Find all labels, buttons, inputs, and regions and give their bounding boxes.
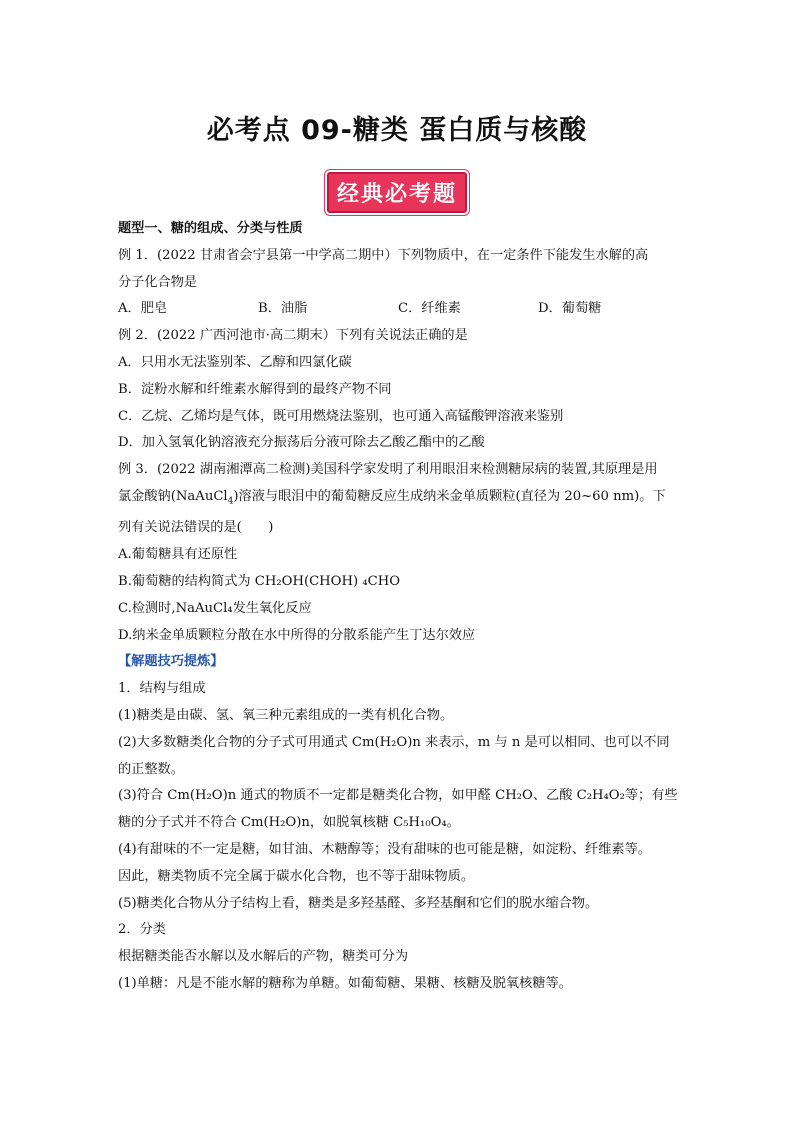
question-2-option-d: D．加入氢氧化钠溶液充分振荡后分液可除去乙酸乙酯中的乙酸 [118,435,485,451]
question-1-options [118,296,684,323]
paragraph: (3)符合 Cm(H₂O)n 通式的物质不一定都是糖类化合物，如甲醛 CH₂O、乙酸 C₂H₄O₂等；有些 [118,788,678,804]
paragraph: 的正整数。 [118,761,184,777]
paragraph: (5)糖类化合物从分子结构上看，糖类是多羟基醛、多羟基酮和它们的脱水缩合物。 [118,895,599,911]
question-2-option-b: B．淀粉水解和纤维素水解得到的最终产物不同 [118,381,392,397]
question-2-option-a: A．只用水无法鉴别苯、乙醇和四氯化碳 [118,354,352,370]
question-3-option-d: D.纳米金单质颗粒分散在水中所得的分散系能产生丁达尔效应 [118,627,476,643]
question-3-option-c: C.检测时,NaAuCl₄发生氧化反应 [118,600,312,616]
page-title: 必考点 09-糖类 蛋白质与核酸 [206,115,588,146]
option-c: C．纤维素 [398,301,461,317]
subsection-heading: 2．分类 [118,922,166,938]
banner-wrap [0,172,794,213]
option-a: A．肥皂 [118,301,168,317]
question-3-option-b: B.葡萄糖的结构简式为 CH₂OH(CHOH) ₄CHO [118,574,401,589]
paragraph: 糖的分子式并不符合 Cm(H₂O)n，如脱氧核糖 C₅H₁₀O₄。 [118,815,460,831]
paragraph: (4)有甜味的不一定是糖，如甘油、木糖醇等；没有甜味的也可能是糖，如淀粉、纤维素等。 [118,841,651,857]
question-2-option-c: C．乙烷、乙烯均是气体，既可用燃烧法鉴别，也可通入高锰酸钾溶液来鉴别 [118,408,564,424]
question-2-stem: 例 2．(2022 广西河池市·高二期末）下列有关说法正确的是 [118,328,468,344]
section-heading: 题型一、糖的组成、分类与性质 [118,221,303,236]
option-d: D．葡萄糖 [538,301,602,317]
question-3-stem-line1: 例 3．(2022 湖南湘潭高二检测)美国科学家发明了利用眼泪来检测糖尿病的装置,其原理是用 [118,462,658,478]
question-1-stem-line1: 例 1．(2022 甘肃省会宁县第一中学高二期中）下列物质中，在一定条件下能发生水解的高 [118,247,649,263]
paragraph: (1)糖类是由碳、氢、氧三种元素组成的一类有机化合物。 [118,707,454,723]
paragraph: 根据糖类能否水解以及水解后的产物，糖类可分为 [118,949,409,965]
option-b: B．油脂 [258,301,308,317]
question-3-stem-line3: 列有关说法错误的是( ) [118,520,274,536]
paragraph: (1)单糖：凡是不能水解的糖称为单糖。如葡萄糖、果糖、核糖及脱氧核糖等。 [118,975,572,991]
question-1-stem-line2: 分子化合物是 [118,274,198,290]
subsection-heading: 1．结构与组成 [118,681,206,697]
question-3-stem-line2 [118,484,684,515]
tips-heading: 【解题技巧提炼】 [118,654,224,670]
stem-part: 氯金酸钠(NaAuCl [118,488,228,504]
paragraph: (2)大多数糖类化合物的分子式可用通式 Cm(H₂O)n 来表示，m 与 n 是可以相同、也可以不同 [118,734,670,750]
document-body [118,216,684,998]
stem-part: )溶液与眼泪中的葡萄糖反应生成纳米金单质颗粒(直径为 20~60 nm)。下 [233,488,666,504]
subscript: 4 [227,496,234,507]
paragraph: 因此，糖类物质不完全属于碳水化合物，也不等于甜味物质。 [118,868,475,884]
question-3-option-a: A.葡萄糖具有还原性 [118,547,238,563]
section-banner: 经典必考题 [327,172,467,213]
